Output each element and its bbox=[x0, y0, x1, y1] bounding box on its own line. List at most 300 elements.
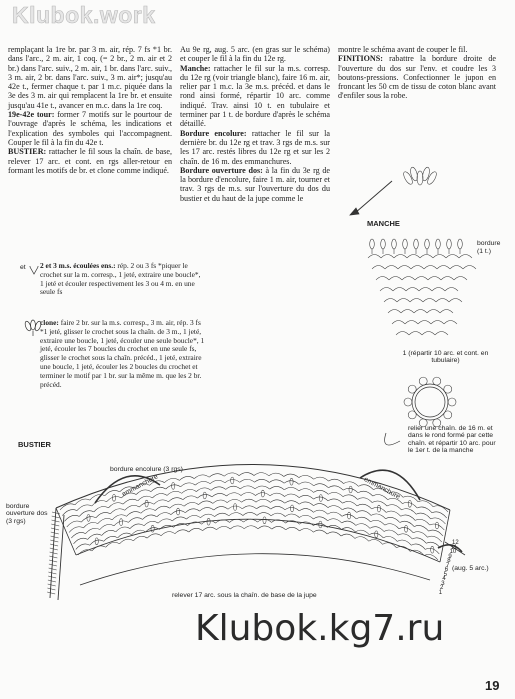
col2-heading-dos: Bordure ouverture dos: bbox=[180, 165, 263, 175]
manche-ring-arc bbox=[433, 377, 441, 385]
dos-bordure-stitch bbox=[48, 580, 56, 582]
bustier-chain-arc bbox=[372, 507, 387, 512]
bustier-chain-arc bbox=[256, 499, 270, 502]
bustier-bordure-encolure-label: bordure encolure (3 rgs) bbox=[110, 466, 183, 473]
bustier-chain-arc bbox=[284, 481, 299, 485]
manche-ring-arc bbox=[408, 411, 416, 419]
bustier-clone-mark bbox=[231, 477, 234, 484]
clone-symbol-icon bbox=[24, 320, 42, 336]
manche-attach-arrow bbox=[385, 433, 400, 445]
manche-clone-mark bbox=[425, 239, 430, 249]
col2-heading-encolure: Bordure encolure: bbox=[180, 128, 247, 138]
bustier-row-number: 5 bbox=[443, 571, 447, 578]
bustier-chain-arc bbox=[314, 484, 329, 488]
bustier-chain-arc bbox=[120, 539, 134, 544]
bustier-chain-arc bbox=[157, 513, 171, 517]
bustier-chain-arc bbox=[386, 517, 400, 522]
manche-clone-mark bbox=[458, 239, 463, 249]
bustier-chain-arc bbox=[172, 517, 186, 521]
bustier-chain-arc bbox=[102, 530, 116, 535]
bustier-chain-arc bbox=[62, 510, 77, 516]
bustier-chain-arc bbox=[383, 543, 397, 548]
bustier-chain-arc bbox=[433, 506, 448, 512]
bustier-chain-arc bbox=[343, 501, 358, 506]
manche-clone-mark bbox=[381, 239, 386, 249]
bustier-chain-arc bbox=[240, 486, 255, 489]
bustier-chain-arc bbox=[314, 504, 328, 508]
dos-bordure-stitch bbox=[47, 588, 55, 590]
bustier-clone-mark bbox=[172, 483, 175, 490]
manche-chain-arc bbox=[406, 288, 419, 292]
bustier-chain-arc bbox=[212, 493, 227, 496]
bustier-chain-arc bbox=[432, 512, 447, 518]
bustier-chain-arc bbox=[199, 501, 213, 505]
stitch-decrease-text: rép. 2 ou 3 fs *piquer le crochet sur la m. corresp., 1 jeté, extraire une boucle*, 1 jeté et écouler respectivement les 3 ou 4 m. en une seule fs bbox=[40, 261, 201, 297]
bustier-clone-mark bbox=[145, 500, 148, 507]
bustier-chain-arc bbox=[256, 493, 271, 496]
bustier-title: BUSTIER bbox=[18, 440, 51, 449]
bustier-chain-arc bbox=[358, 491, 373, 496]
manche-clone-cluster bbox=[417, 171, 423, 185]
bustier-chain-arc bbox=[96, 512, 111, 517]
bustier-chain-arc bbox=[299, 502, 313, 506]
bustier-chain-arc bbox=[299, 515, 313, 519]
bustier-chain-arc bbox=[299, 509, 313, 513]
bustier-chain-arc bbox=[415, 519, 430, 525]
bustier-chain-arc bbox=[384, 530, 398, 535]
manche-ring-arc bbox=[404, 398, 412, 406]
bustier-chain-arc bbox=[109, 503, 124, 508]
bustier-chain-arc bbox=[329, 479, 344, 483]
col2-paragraph-1: Au 9e rg, aug. 5 arc. (en gras sur le schéma) et couper le fil à la fin du 12e rg. bbox=[180, 45, 330, 64]
bustier-clone-mark bbox=[263, 517, 266, 524]
manche-ring-arc bbox=[444, 385, 452, 393]
dos-bordure-stitch bbox=[49, 564, 57, 566]
bustier-chain-arc bbox=[139, 502, 154, 507]
bustier-row-number: 8 bbox=[447, 558, 451, 564]
manche-chain-arc bbox=[424, 266, 437, 270]
bustier-chain-arc bbox=[314, 490, 329, 494]
bustier-clone-mark bbox=[435, 522, 438, 529]
bustier-chain-arc bbox=[170, 504, 184, 508]
manche-chain-arc bbox=[431, 321, 444, 325]
bustier-chain-arc bbox=[257, 513, 271, 516]
manche-chain-arc bbox=[368, 255, 381, 259]
watermark-bottom: Klubok.kg7.ru bbox=[195, 608, 445, 649]
bustier-chain-arc bbox=[270, 486, 285, 489]
bustier-chain-arc bbox=[343, 495, 358, 500]
col1-rounds-text: former 7 motifs sur le pourtour de l'ouvrage d'après le schéma, les indications et l'explication des symboles qui l'accompagnent. Couper le fil à la fin du 42e t. bbox=[8, 110, 173, 147]
bustier-chain-arc bbox=[151, 487, 166, 491]
bustier-chain-arc bbox=[397, 540, 411, 545]
bustier-chain-arc bbox=[92, 500, 107, 506]
manche-chain-arc bbox=[440, 310, 453, 314]
bustier-chain-arc bbox=[284, 474, 299, 478]
bustier-chain-arc bbox=[92, 546, 106, 551]
bustier-row-number: 9 bbox=[448, 553, 452, 560]
bustier-base-label: relever 17 arc. sous la chaîn. de base de la jupe bbox=[172, 592, 317, 599]
bustier-chain-arc bbox=[136, 490, 151, 495]
bustier-row-number: 12 bbox=[452, 540, 459, 546]
bustier-chain-arc bbox=[242, 499, 256, 502]
bustier-clone-mark bbox=[405, 525, 408, 532]
bustier-chain-arc bbox=[229, 513, 243, 516]
bustier-chain-arc bbox=[429, 530, 443, 536]
dos-bordure-stitch bbox=[49, 556, 57, 558]
bustier-chain-arc bbox=[195, 481, 210, 485]
bustier-chain-arc bbox=[270, 500, 284, 503]
manche-chain-arc bbox=[407, 255, 420, 259]
manche-chain-arc bbox=[405, 321, 418, 325]
bustier-chain-arc bbox=[272, 526, 286, 529]
bustier-chain-arc bbox=[118, 533, 132, 538]
manche-chain-arc bbox=[380, 288, 393, 292]
col1-bustier-text: rattacher le fil sous la chaîn. de base, relever 17 arc. et cont. en rgs aller-retour en formant les motifs de br. et clone comme indiqué. bbox=[8, 147, 172, 175]
bustier-chain-arc bbox=[98, 518, 112, 523]
bustier-chain-arc bbox=[258, 526, 272, 529]
bustier-chain-arc bbox=[342, 508, 356, 512]
bustier-chain-arc bbox=[211, 487, 226, 490]
bustier-chain-arc bbox=[215, 513, 229, 516]
manche-clone-mark bbox=[447, 239, 452, 249]
dos-bordure-stitch bbox=[50, 548, 58, 550]
bustier-chain-arc bbox=[255, 479, 270, 482]
bustier-chain-arc bbox=[135, 484, 150, 489]
bustier-chain-arc bbox=[357, 504, 372, 509]
bustier-chain-arc bbox=[125, 505, 140, 510]
col3-paragraph-1: montre le schéma avant de couper le fil. bbox=[338, 45, 468, 54]
bustier-clone-mark bbox=[348, 512, 351, 519]
manche-chain-arc bbox=[441, 277, 454, 281]
manche-chain-arc bbox=[428, 277, 441, 281]
bustier-chain-arc bbox=[217, 526, 231, 529]
bustier-chain-arc bbox=[387, 505, 402, 510]
bustier-chain-arc bbox=[133, 536, 147, 541]
col2-encolure-text: rattacher le fil sur la dernière br. du 12e rg et trav. 3 rgs de m.s. sur les 17 arc. restés libres du 12e rg et sur les 2 chaîn. de 16 m. des emmanchures. bbox=[180, 128, 331, 166]
bustier-chain-arc bbox=[355, 537, 369, 542]
col2-heading-manche: Manche: bbox=[180, 63, 211, 73]
bustier-chain-arc bbox=[342, 521, 356, 525]
bustier-chain-arc bbox=[300, 528, 314, 532]
manche-attach-note: relier une chaîn. de 16 m. et dans le rond formé par cette chaîn. et répartir 10 arc. pour le 1er t. de la manche bbox=[408, 425, 496, 455]
bustier-chain-arc bbox=[356, 517, 370, 522]
bustier-chain-arc bbox=[90, 540, 104, 545]
manche-ring-diagram bbox=[412, 384, 448, 420]
bustier-chain-arc bbox=[175, 530, 189, 534]
bustier-chain-arc bbox=[227, 499, 241, 502]
bustier-chain-arc bbox=[168, 498, 183, 502]
manche-chain-arc bbox=[415, 277, 428, 281]
bustier-clone-mark bbox=[207, 518, 210, 525]
manche-chain-arc bbox=[392, 321, 405, 325]
bustier-chain-arc bbox=[402, 509, 417, 515]
bustier-chain-arc bbox=[285, 494, 300, 498]
bustier-chain-arc bbox=[79, 511, 94, 517]
bustier-chain-arc bbox=[230, 526, 244, 529]
manche-chain-arc bbox=[427, 310, 440, 314]
bustier-chain-arc bbox=[369, 540, 383, 545]
bustier-emmanchure-right-label: emmanchure bbox=[362, 476, 402, 501]
bustier-chain-arc bbox=[257, 506, 271, 509]
manche-clone-mark bbox=[370, 239, 375, 249]
bustier-chain-arc bbox=[343, 488, 358, 492]
bustier-chain-arc bbox=[224, 473, 239, 476]
emmanchure-right-arc bbox=[360, 470, 420, 500]
bustier-chain-arc bbox=[167, 491, 182, 495]
bustier-clone-mark bbox=[120, 519, 123, 526]
bustier-row-number: 6 bbox=[444, 567, 449, 573]
manche-chain-arc bbox=[463, 266, 476, 270]
bustier-chain-arc bbox=[286, 527, 300, 531]
bustier-chain-arc bbox=[226, 486, 241, 489]
bustier-chain-arc bbox=[299, 475, 314, 479]
bustier-chain-arc bbox=[240, 479, 255, 482]
bustier-chain-arc bbox=[181, 483, 196, 487]
manche-chain-arc bbox=[402, 277, 415, 281]
bustier-chain-arc bbox=[121, 493, 136, 498]
manche-chain-arc bbox=[422, 332, 435, 336]
bustier-chain-arc bbox=[214, 507, 228, 510]
bustier-chain-arc bbox=[76, 544, 90, 549]
manche-clone-cluster bbox=[421, 166, 430, 181]
bustier-chain-arc bbox=[166, 485, 181, 489]
bustier-chain-arc bbox=[357, 511, 371, 516]
bustier-row-number: 7 bbox=[446, 562, 450, 569]
bustier-chain-arc bbox=[94, 506, 109, 511]
bustier-chain-arc bbox=[373, 488, 388, 493]
bustier-chain-arc bbox=[154, 500, 169, 504]
dos-bordure-stitch bbox=[48, 572, 56, 574]
bustier-chain-arc bbox=[83, 522, 97, 528]
bustier-chain-arc bbox=[213, 500, 227, 503]
bustier-chain-arc bbox=[183, 496, 198, 500]
dos-bordure-stitch bbox=[50, 540, 58, 542]
manche-chain-arc bbox=[398, 266, 411, 270]
bustier-chain-arc bbox=[74, 538, 88, 544]
bustier-chain-arc bbox=[143, 515, 157, 519]
bustier-chain-arc bbox=[269, 480, 284, 483]
bustier-clone-mark bbox=[112, 494, 115, 501]
bustier-chain-arc bbox=[201, 514, 215, 518]
manche-chain-arc bbox=[459, 255, 472, 259]
manche-chain-arc bbox=[389, 277, 402, 281]
bustier-emmanchure-left-label: emmanchure bbox=[121, 473, 160, 499]
manche-chain-arc bbox=[449, 299, 462, 303]
bustier-chain-arc bbox=[88, 534, 102, 539]
bustier-clone-mark bbox=[290, 478, 293, 485]
bustier-chain-arc bbox=[78, 550, 92, 555]
col1-heading-rounds: 19e-42e tour: bbox=[8, 110, 55, 120]
bustier-row-number: 10 bbox=[449, 549, 457, 555]
bustier-row-number: 4 bbox=[442, 576, 446, 582]
manche-chain-arc bbox=[423, 299, 436, 303]
manche-chain-arc bbox=[418, 321, 431, 325]
bustier-chain-arc bbox=[210, 480, 225, 483]
manche-chain-arc bbox=[388, 310, 401, 314]
bustier-clone-mark bbox=[408, 500, 411, 507]
bustier-chain-arc bbox=[386, 511, 401, 516]
bustier-chain-arc bbox=[314, 497, 329, 501]
bustier-chain-arc bbox=[244, 526, 258, 529]
manche-chain-arc bbox=[381, 255, 394, 259]
bustier-chain-arc bbox=[189, 528, 203, 532]
bustier-chain-arc bbox=[239, 473, 254, 476]
col1-heading-bustier: BUSTIER: bbox=[8, 147, 47, 157]
bustier-chain-arc bbox=[328, 486, 343, 490]
manche-round1-label: 1 (répartir 10 arc. et cont. en tubulaire) bbox=[402, 350, 489, 365]
bustier-chain-arc bbox=[194, 475, 209, 479]
bustier-bordure-dos-label: bordure ouverture dos (3 rgs) bbox=[6, 503, 48, 525]
bustier-chain-arc bbox=[77, 505, 92, 511]
manche-chain-arc bbox=[450, 266, 463, 270]
bustier-chain-arc bbox=[411, 544, 425, 549]
manche-ring-arc bbox=[419, 419, 427, 427]
bustier-chain-arc bbox=[314, 510, 328, 514]
bustier-row-number: 2 bbox=[440, 585, 444, 591]
bustier-chain-arc bbox=[341, 534, 355, 538]
bustier-clone-mark bbox=[319, 521, 322, 528]
manche-chain-arc bbox=[384, 299, 397, 303]
manche-chain-arc bbox=[396, 332, 409, 336]
bustier-chain-arc bbox=[314, 517, 328, 521]
bustier-chain-arc bbox=[228, 506, 242, 509]
bustier-chain-arc bbox=[165, 478, 180, 482]
bustier-chain-arc bbox=[299, 489, 314, 493]
manche-chain-arc bbox=[401, 310, 414, 314]
bustier-chain-arc bbox=[100, 524, 114, 529]
bustier-chain-arc bbox=[285, 501, 299, 505]
bustier-chain-arc bbox=[385, 524, 399, 529]
bustier-chain-arc bbox=[284, 487, 299, 491]
bustier-chain-arc bbox=[227, 493, 242, 496]
bustier-chain-arc bbox=[373, 495, 388, 500]
bustier-chain-arc bbox=[158, 519, 172, 523]
bustier-row-number: 3 bbox=[441, 580, 445, 587]
manche-chain-arc bbox=[394, 255, 407, 259]
manche-chain-arc bbox=[437, 266, 450, 270]
bustier-chain-arc bbox=[328, 492, 343, 496]
bustier-clone-mark bbox=[431, 546, 434, 553]
bustier-chain-arc bbox=[147, 534, 161, 538]
manche-clone-mark bbox=[414, 239, 419, 249]
manche-chain-arc bbox=[454, 277, 467, 281]
bustier-chain-arc bbox=[398, 534, 412, 539]
bustier-chain-arc bbox=[299, 495, 314, 499]
bustier-chain-arc bbox=[86, 528, 100, 533]
bustier-chain-arc bbox=[269, 473, 284, 476]
bustier-chain-arc bbox=[71, 532, 85, 538]
bustier-chain-arc bbox=[75, 499, 90, 505]
bustier-chain-arc bbox=[285, 514, 299, 518]
bustier-chain-arc bbox=[185, 509, 199, 513]
manche-chain-arc bbox=[435, 332, 448, 336]
bustier-chain-arc bbox=[138, 496, 153, 501]
col3-finitions-text: rabattre la bordure droite de l'ouverture du dos sur l'env. et coudre les 3 boutons-pressions. Confectionner le jupon en froncant les 50 cm de tissu de coton blanc avant d'enfiler sous la robe. bbox=[338, 54, 496, 101]
bustier-clone-mark bbox=[377, 505, 380, 512]
bustier-chain-arc bbox=[161, 532, 175, 536]
manche-chain-arc bbox=[393, 288, 406, 292]
bustier-chain-arc bbox=[388, 492, 403, 497]
manche-chain-arc bbox=[420, 255, 433, 259]
bustier-chain-arc bbox=[328, 519, 342, 523]
bustier-chain-arc bbox=[428, 536, 442, 542]
bustier-clone-mark bbox=[95, 538, 98, 545]
dos-bordure-stitch bbox=[49, 560, 57, 562]
bustier-chain-arc bbox=[243, 512, 257, 515]
col2-dos-text: à la fin du 3e rg de la bordure d'encolure, faire 1 m. air, tourner et trav. 3 rgs de m.s. sur l'ouverture du dos du bustier et du haut de la jupe comme le bbox=[180, 165, 330, 203]
manche-ring-arc bbox=[433, 419, 441, 427]
bustier-chain-arc bbox=[254, 473, 269, 476]
bustier-chain-arc bbox=[179, 476, 194, 480]
bustier-chain-arc bbox=[127, 512, 141, 517]
bustier-chain-arc bbox=[416, 513, 431, 519]
bustier-chain-arc bbox=[271, 506, 285, 509]
bustier-chain-arc bbox=[128, 518, 142, 523]
bustier-clone-mark bbox=[375, 531, 378, 538]
dos-bordure-stitch bbox=[49, 568, 57, 570]
bustier-chain-arc bbox=[356, 524, 370, 529]
manche-bordure-count: (1 t.) bbox=[477, 248, 491, 255]
manche-chain-arc bbox=[411, 266, 424, 270]
bustier-chain-arc bbox=[196, 488, 211, 492]
bustier-chain-arc bbox=[314, 477, 329, 481]
dos-bordure-stitch bbox=[48, 584, 56, 586]
manche-chain-arc bbox=[372, 266, 385, 270]
bustier-chain-arc bbox=[241, 493, 256, 496]
dos-bordure-stitch bbox=[48, 576, 56, 578]
manche-ring-arc bbox=[419, 377, 427, 385]
bustier-chain-arc bbox=[152, 493, 167, 497]
bustier-chain-arc bbox=[299, 482, 314, 486]
bustier-chain-arc bbox=[184, 502, 198, 506]
bustier-chain-arc bbox=[197, 494, 212, 498]
bustier-chain-arc bbox=[270, 493, 285, 496]
col2-manche-text: rattacher le fil sur la m.s. corresp. du 12e rg (voir triangle blanc), faire 16 m. air, relier par 1 m.c. la 3e m.s. précéd. et dans le rond ainsi formé, répartir 10 arc. comme indiqué. Trav. ainsi 10 t. en tubulaire et terminer par 1 t. de bordure d'après le schéma détaillé. bbox=[180, 63, 331, 129]
stitch-decrease-prefix: et bbox=[20, 264, 26, 271]
manche-chain-arc bbox=[433, 255, 446, 259]
bustier-chain-arc bbox=[328, 512, 342, 516]
manche-hook-arrow bbox=[355, 181, 392, 213]
bustier-chain-arc bbox=[342, 514, 356, 518]
manche-bordure-label: bordure bbox=[477, 240, 501, 247]
bustier-chain-arc bbox=[123, 499, 138, 504]
manche-chain-arc bbox=[419, 288, 432, 292]
bustier-clone-mark bbox=[291, 505, 294, 512]
bustier-row-number: 11 bbox=[450, 544, 458, 551]
bustier-chain-arc bbox=[209, 474, 224, 478]
bustier-clone-mark bbox=[319, 495, 322, 502]
bustier-chain-arc bbox=[112, 515, 126, 520]
watermark-top: Klubok.work bbox=[12, 2, 156, 28]
stitch-clone-text: faire 2 br. sur la m.s. corresp., 3 m. air, rép. 3 fs *1 jeté, glisser le crochet sous la chaîn. de 3 m., 1 jeté, extraire une boucle, 1 jeté, écouler une seule boucle*, 1 jeté, écouler les 7 boucles du crochet en une seule fs, glisser le crochet sous la chaîn. précéd., 1 jeté, extraire une boucle, 1 jeté, écouler les 2 boucles du crochet et terminer le motif par 1 br. sur la même m. que les 2 br. précéd. bbox=[40, 318, 205, 389]
manche-chain-arc bbox=[409, 332, 422, 336]
bustier-chain-arc bbox=[371, 520, 385, 525]
bustier-clone-mark bbox=[349, 486, 352, 493]
bustier-chain-arc bbox=[412, 538, 426, 544]
bustier-chain-arc bbox=[413, 532, 427, 538]
bustier-chain-arc bbox=[271, 513, 285, 516]
col1-paragraph-1: remplaçant la 1re br. par 3 m. air, rép. 7 fs *1 br. dans l'arc., 2 m. air, 1 coq. (= 2 br., 2 m. air et 2 br.) dans l'arc. suiv., 2 m. air, 1 br. dans l'arc. suiv., 3 m. air, 2 br. dans l'arc. suiv., 3 m. air*; jusqu'au 42e t., fermer chaque t. par 1 m.c. piquée dans la 3e des 3 m. air qui remplacent la 1re br. et ensuite jusqu'au 41e t., avancer en m.c. dans la 1re coq. bbox=[8, 45, 172, 110]
bustier-chain-arc bbox=[141, 509, 155, 513]
bustier-chain-arc bbox=[155, 506, 169, 510]
bustier-clone-mark bbox=[203, 492, 206, 499]
bustier-chain-arc bbox=[358, 498, 373, 503]
bustier-chain-arc bbox=[327, 532, 341, 536]
dos-bordure-stitch bbox=[47, 592, 55, 594]
bustier-chain-arc bbox=[130, 524, 144, 529]
manche-clone-mark bbox=[392, 239, 397, 249]
bustier-chain-arc bbox=[203, 527, 217, 531]
